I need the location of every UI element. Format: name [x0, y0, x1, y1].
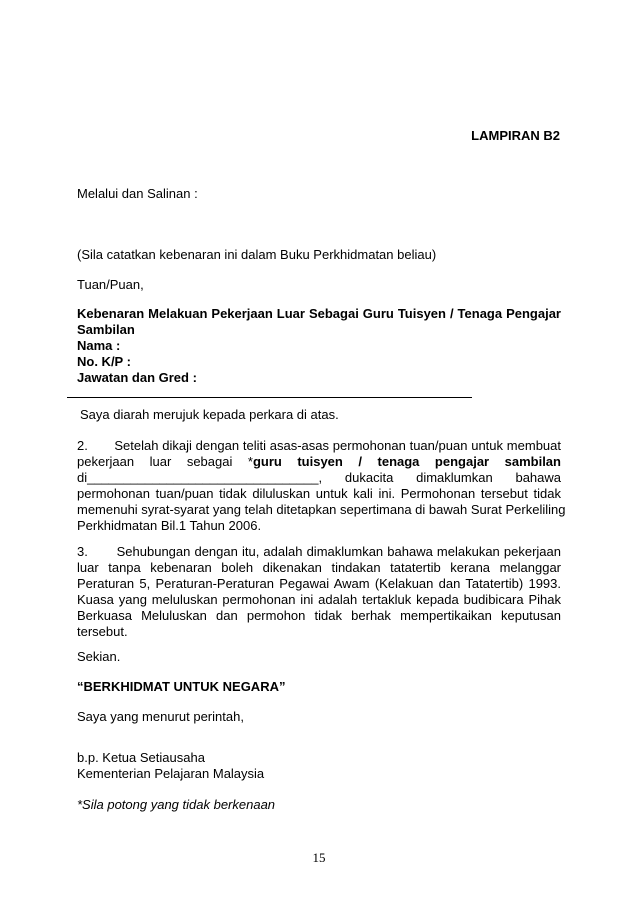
paragraph-2-bold-text: guru tuisyen / tenaga pengajar sambilan	[252, 454, 561, 469]
page-number: 15	[312, 850, 326, 865]
paragraph-2-line: 2. Setelah dikaji dengan teliti asas-asas permohonan tuan/puan untuk membuat	[77, 438, 561, 453]
paragraph-2-line: di________________________________, dukacita dimaklumkan bahawa	[77, 470, 561, 485]
paragraph-3-line: Peraturan 5, Peraturan-Peraturan Pegawai Awam (Kelakuan dan Tatatertib) 1993.	[77, 576, 561, 591]
salutation: Tuan/Puan,	[77, 277, 144, 292]
paragraph-2-line: Perkhidmatan Bil.1 Tahun 2006.	[77, 518, 262, 533]
nama-field: Nama :	[77, 338, 121, 353]
separator-line	[67, 397, 472, 398]
subject-block	[77, 306, 561, 386]
ministry-name: Kementerian Pelajaran Malaysia	[77, 766, 265, 781]
footnote: *Sila potong yang tidak berkenaan	[77, 797, 276, 812]
paragraph-3	[77, 544, 561, 640]
paragraph-3-line: luar tanpa kebenaran boleh dikenakan tindakan tatatertib kerana melanggar	[77, 560, 561, 575]
motto: “BERKHIDMAT UNTUK NEGARA”	[77, 679, 286, 694]
paragraph-2-text: pekerjaan luar sebagai *	[77, 454, 253, 469]
closing-phrase: Saya yang menurut perintah,	[77, 709, 244, 724]
melalui-line: Melalui dan Salinan :	[77, 186, 198, 201]
signatory-title: b.p. Ketua Setiausaha	[77, 750, 205, 765]
nokp-field: No. K/P :	[77, 354, 131, 369]
subject-line-1: Kebenaran Melakuan Pekerjaan Luar Sebagai Guru Tuisyen / Tenaga Pengajar	[77, 306, 561, 321]
paragraph-3-line: Kuasa yang meluluskan permohonan ini adalah tertakluk kepada budibicara Pihak	[77, 592, 561, 607]
jawatan-field: Jawatan dan Gred :	[77, 370, 197, 385]
paragraph-2	[77, 438, 566, 534]
signature-block	[77, 750, 264, 782]
closing-sekian: Sekian.	[77, 649, 121, 664]
paragraph-3-line: Berkuasa Meluluskan dan permohon tidak berhak mempertikaikan keputusan	[77, 608, 561, 623]
paragraph-2-line: permohonan tuan/puan tidak diluluskan untuk kali ini. Permohonan tersebut tidak	[77, 486, 561, 501]
lampiran-label: LAMPIRAN B2	[471, 128, 560, 143]
paragraph-3-line: tersebut.	[77, 624, 128, 639]
paragraph-3-line: 3. Sehubungan dengan itu, adalah dimaklumkan bahawa melakukan pekerjaan	[77, 544, 561, 559]
paragraph-2-line	[77, 454, 561, 470]
paragraph-2-line: memenuhi syrat-syarat yang telah ditetapkan sepertimana di bawah Surat Perkeliling	[77, 502, 566, 517]
subject-line-2: Sambilan	[77, 322, 135, 337]
instruction-note: (Sila catatkan kebenaran ini dalam Buku Perkhidmatan beliau)	[77, 247, 437, 262]
paragraph-1: Saya diarah merujuk kepada perkara di atas.	[80, 407, 339, 422]
